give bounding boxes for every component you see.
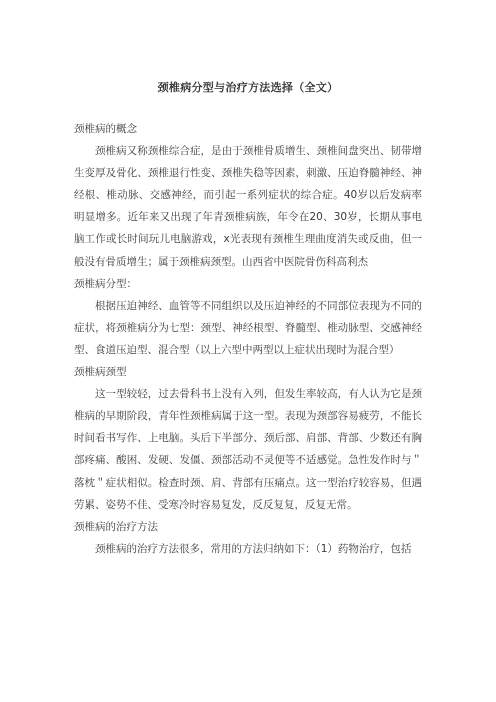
paragraph-concept: 颈椎病又称颈椎综合症，是由于颈椎骨质增生、颈椎间盘突出、韧带增生变厚及骨化、颈椎退行性变、颈椎失稳等因素，刺激、压迫脊髓神经、神经根、椎动脉、交感神经，而引起一系列症状的综合症。40岁以后发病率明显增多。近年来又出现了年青颈椎病族，年令在20、30岁，长期从事电脑工作或长时间玩儿电脑游戏，x光表现有颈椎生理曲度消失或反曲，但一般没有骨质增生；属于颈椎病颈型。山西省中医院骨伤科高利杰 (74, 145, 422, 268)
paragraph-treatment: 颈椎病的治疗方法很多，常用的方法归纳如下：（1）药物治疗，包括 (95, 542, 412, 555)
section-heading-neck-type: 颈椎病颈型 (74, 366, 127, 379)
paragraph-types: 根据压迫神经、血管等不同组织以及压迫神经的不同部位表现为不同的症状，将颈椎病分为七型：颈型、神经根型、脊髓型、椎动脉型、交感神经型、食道压迫型、混合型（以上六型中两型以上症状出现时为混合型） (74, 299, 422, 356)
section-heading-treatment: 颈椎病的治疗方法 (74, 520, 158, 533)
document-body (74, 118, 422, 560)
document-title: 颈椎病分型与治疗方法选择（全文） (157, 81, 339, 94)
section-heading-types: 颈椎病分型： (74, 277, 137, 290)
paragraph-neck-type: 这一型较轻，过去骨科书上没有入列，但发生率较高，有人认为它是颈椎病的早期阶段，青年性颈椎病属于这一型。表现为颈部容易疲劳，不能长时间看书写作、上电脑。头后下半部分、颈后部、肩部、背部、少数还有胸部疼痛、酸困、发硬、发僵、颈部活动不灵便等不适感觉。急性发作时与＂落枕＂症状相似。检查时颈、肩、背部有压痛点。这一型治疗较容易，但遇劳累、姿势不佳、受寒冷时容易复发，反反复复，反复无常。 (74, 388, 422, 511)
section-heading-concept: 颈椎病的概念 (74, 123, 137, 135)
